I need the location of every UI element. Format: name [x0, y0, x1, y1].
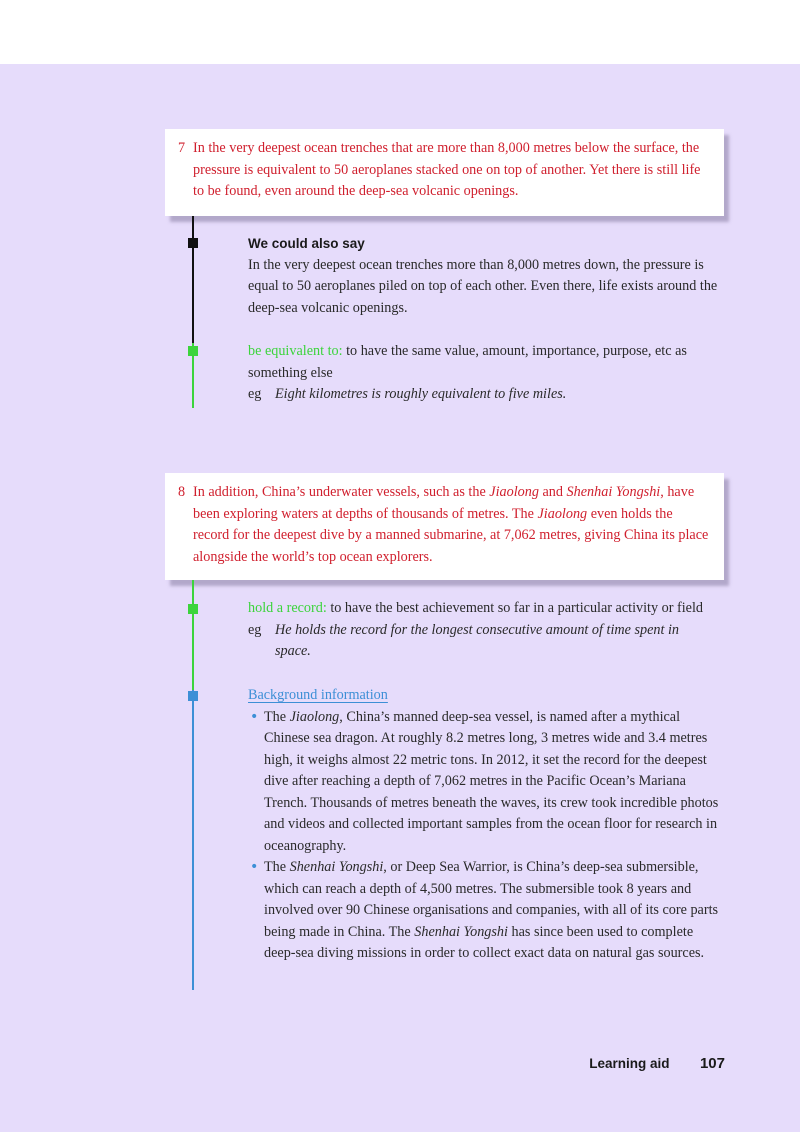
- passage-number: 7: [178, 140, 186, 156]
- note-line-green: [192, 580, 194, 690]
- note-marker-vocab: [188, 604, 198, 614]
- eg-label: eg: [248, 621, 262, 638]
- page-footer: [589, 1055, 725, 1073]
- eg-label: eg: [248, 386, 262, 402]
- passage-number: 8: [178, 484, 186, 500]
- vocab-example: He holds the record for the longest consecutive amount of time spent in space.: [275, 621, 680, 659]
- vocab-term: hold a record:: [248, 600, 327, 616]
- vocab-definition: to have the best achievement so far in a particular activity or field: [330, 600, 704, 616]
- passage-card-8: [165, 473, 724, 580]
- note-line-blue: [192, 690, 194, 990]
- note-marker-also-say: [188, 238, 198, 248]
- passage-text: In addition, China’s underwater vessels, such as the Jiaolong and Shenhai Yongshi, have been exploring waters at depths of thousands of metres. The Jiaolong even holds the record for the deepest dive by a manned submarine, at 7,062 metres, giving China its place alongside the world’s top ocean explorers.: [193, 484, 709, 565]
- note-marker-background: [188, 691, 198, 701]
- also-say-text: In the very deepest ocean trenches more than 8,000 metres down, the pressure is equal to 50 aeroplanes piled on top of each other. Even there, life exists around the deep-sea volcanic openings.: [248, 256, 718, 316]
- vocab-term: be equivalent to:: [248, 343, 343, 359]
- passage-card-7: [165, 129, 724, 216]
- list-item: • The Shenhai Yongshi, or Deep Sea Warrior, is China’s deep-sea submersible, which can reach a depth of 4,500 metres. The submersible took 8 years and involved over 90 Chinese organisations and companies, with all of its core parts being made in China. The Shenhai Yongshi has since been used to complete deep-sea diving missions in order to collect exact data on natural gas sources.: [250, 859, 719, 961]
- note-marker-vocab: [188, 346, 198, 356]
- background-info-list: [248, 707, 728, 965]
- background-info-title: Background information: [248, 687, 388, 703]
- note-line-black: [192, 216, 194, 343]
- passage-text: In the very deepest ocean trenches that are more than 8,000 metres below the surface, the pressure is equivalent to 50 aeroplanes stacked one on top of another. Yet there is still life to be found, even around the deep-sea volcanic openings.: [193, 140, 701, 199]
- vocab-example: Eight kilometres is roughly equivalent to five miles.: [275, 386, 567, 402]
- also-say-heading: We could also say: [248, 236, 365, 251]
- page-number: 107: [699, 1055, 725, 1072]
- list-item: • The Jiaolong, China’s manned deep-sea vessel, is named after a mythical Chinese sea dragon. At roughly 8.2 metres long, 3 metres wide and 3.4 metres high, it weighs almost 22 metric tons. In 2012, it set the record for the deepest dive after reaching a depth of 7,062 metres in the Pacific Ocean’s Mariana Trench. Thousands of metres beneath the waves, its crew took incredible photos and videos and collected important samples from the ocean floor for research in oceanography.: [250, 708, 719, 854]
- bullet-icon: •: [250, 859, 259, 875]
- also-say-note: [248, 233, 728, 319]
- footer-label: Learning aid: [589, 1056, 670, 1071]
- vocab-note-equivalent: [248, 341, 728, 406]
- vocab-note-record: [248, 598, 728, 663]
- background-info-note: [248, 685, 728, 965]
- vocab-definition: to have the same value, amount, importance, purpose, etc as something else: [248, 343, 687, 381]
- bullet-icon: •: [250, 708, 259, 725]
